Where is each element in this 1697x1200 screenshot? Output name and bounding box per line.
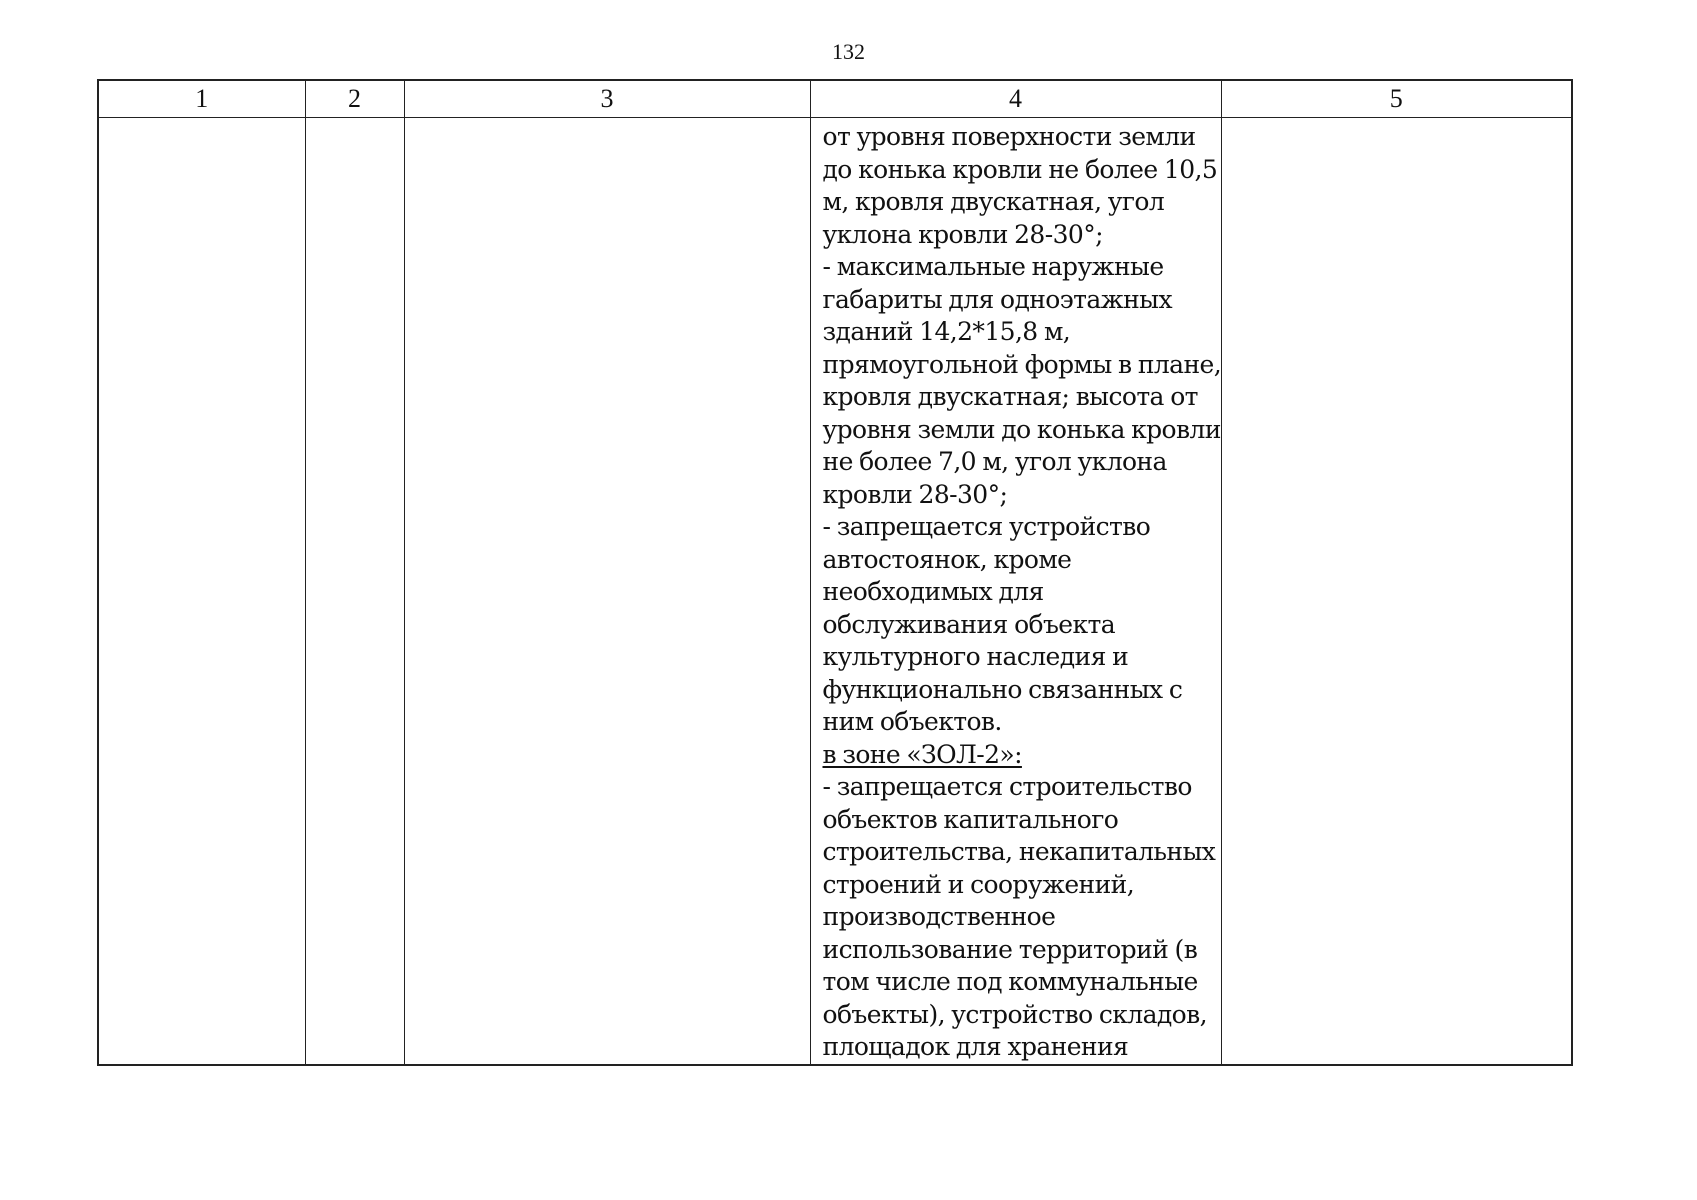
text-line: - максимальные наружные: [822, 252, 1164, 281]
text-line: использование территорий (в: [822, 934, 1198, 964]
page-number: 132: [832, 39, 865, 64]
text-line: объектов капитального: [822, 804, 1119, 834]
text-line: строений и сооружений,: [822, 869, 1135, 899]
text-line: не более 7,0 м, угол уклона: [822, 447, 1167, 476]
column-header-2: 2: [305, 80, 404, 118]
text-line: функционально связанных с: [822, 674, 1183, 704]
text-line: автостоянок, кроме: [822, 544, 1072, 574]
table-row: [98, 118, 1572, 1065]
column-header-1: 1: [98, 80, 305, 118]
text-line: том числе под коммунальные: [822, 967, 1198, 996]
text-line: прямоугольной формы в плане,: [822, 349, 1222, 379]
text-line: уровня земли до конька кровли: [822, 414, 1221, 444]
cell-col-4: [810, 118, 1221, 1065]
text-line: габариты для одноэтажных: [822, 284, 1172, 314]
text-line: - запрещается строительство: [822, 772, 1192, 801]
text-line: кровли 28-30°;: [822, 479, 1008, 509]
cell-col-3: [404, 118, 810, 1065]
column-header-5: 5: [1221, 80, 1572, 118]
text-line: от уровня поверхности земли: [822, 122, 1196, 151]
column-header-4: 4: [810, 80, 1221, 118]
table-header-row: [98, 80, 1572, 118]
text-line: до конька кровли не более 10,5: [822, 154, 1218, 184]
text-line: обслуживания объекта: [822, 609, 1116, 639]
requirements-text: [811, 118, 1221, 1064]
text-line: м, кровля двускатная, угол: [822, 187, 1165, 216]
text-line: объекты), устройство складов,: [822, 999, 1207, 1029]
text-line: в зоне «ЗОЛ-2»:: [822, 739, 1022, 769]
text-line: строительства, некапитальных: [822, 837, 1216, 866]
text-line: культурного наследия и: [822, 642, 1129, 671]
column-header-3: 3: [404, 80, 810, 118]
document-table: [97, 79, 1573, 1066]
text-line: - запрещается устройство: [822, 512, 1151, 541]
cell-col-2: [305, 118, 404, 1065]
text-line: производственное: [822, 902, 1056, 931]
text-line: необходимых для: [822, 577, 1044, 606]
cell-col-1: [98, 118, 305, 1065]
text-line: уклона кровли 28-30°;: [822, 219, 1103, 249]
text-line: площадок для хранения: [822, 1032, 1129, 1061]
cell-col-5: [1221, 118, 1572, 1065]
text-line: зданий 14,2*15,8 м,: [822, 317, 1071, 346]
text-line: кровля двускатная; высота от: [822, 382, 1198, 411]
text-line: ним объектов.: [822, 707, 1002, 736]
